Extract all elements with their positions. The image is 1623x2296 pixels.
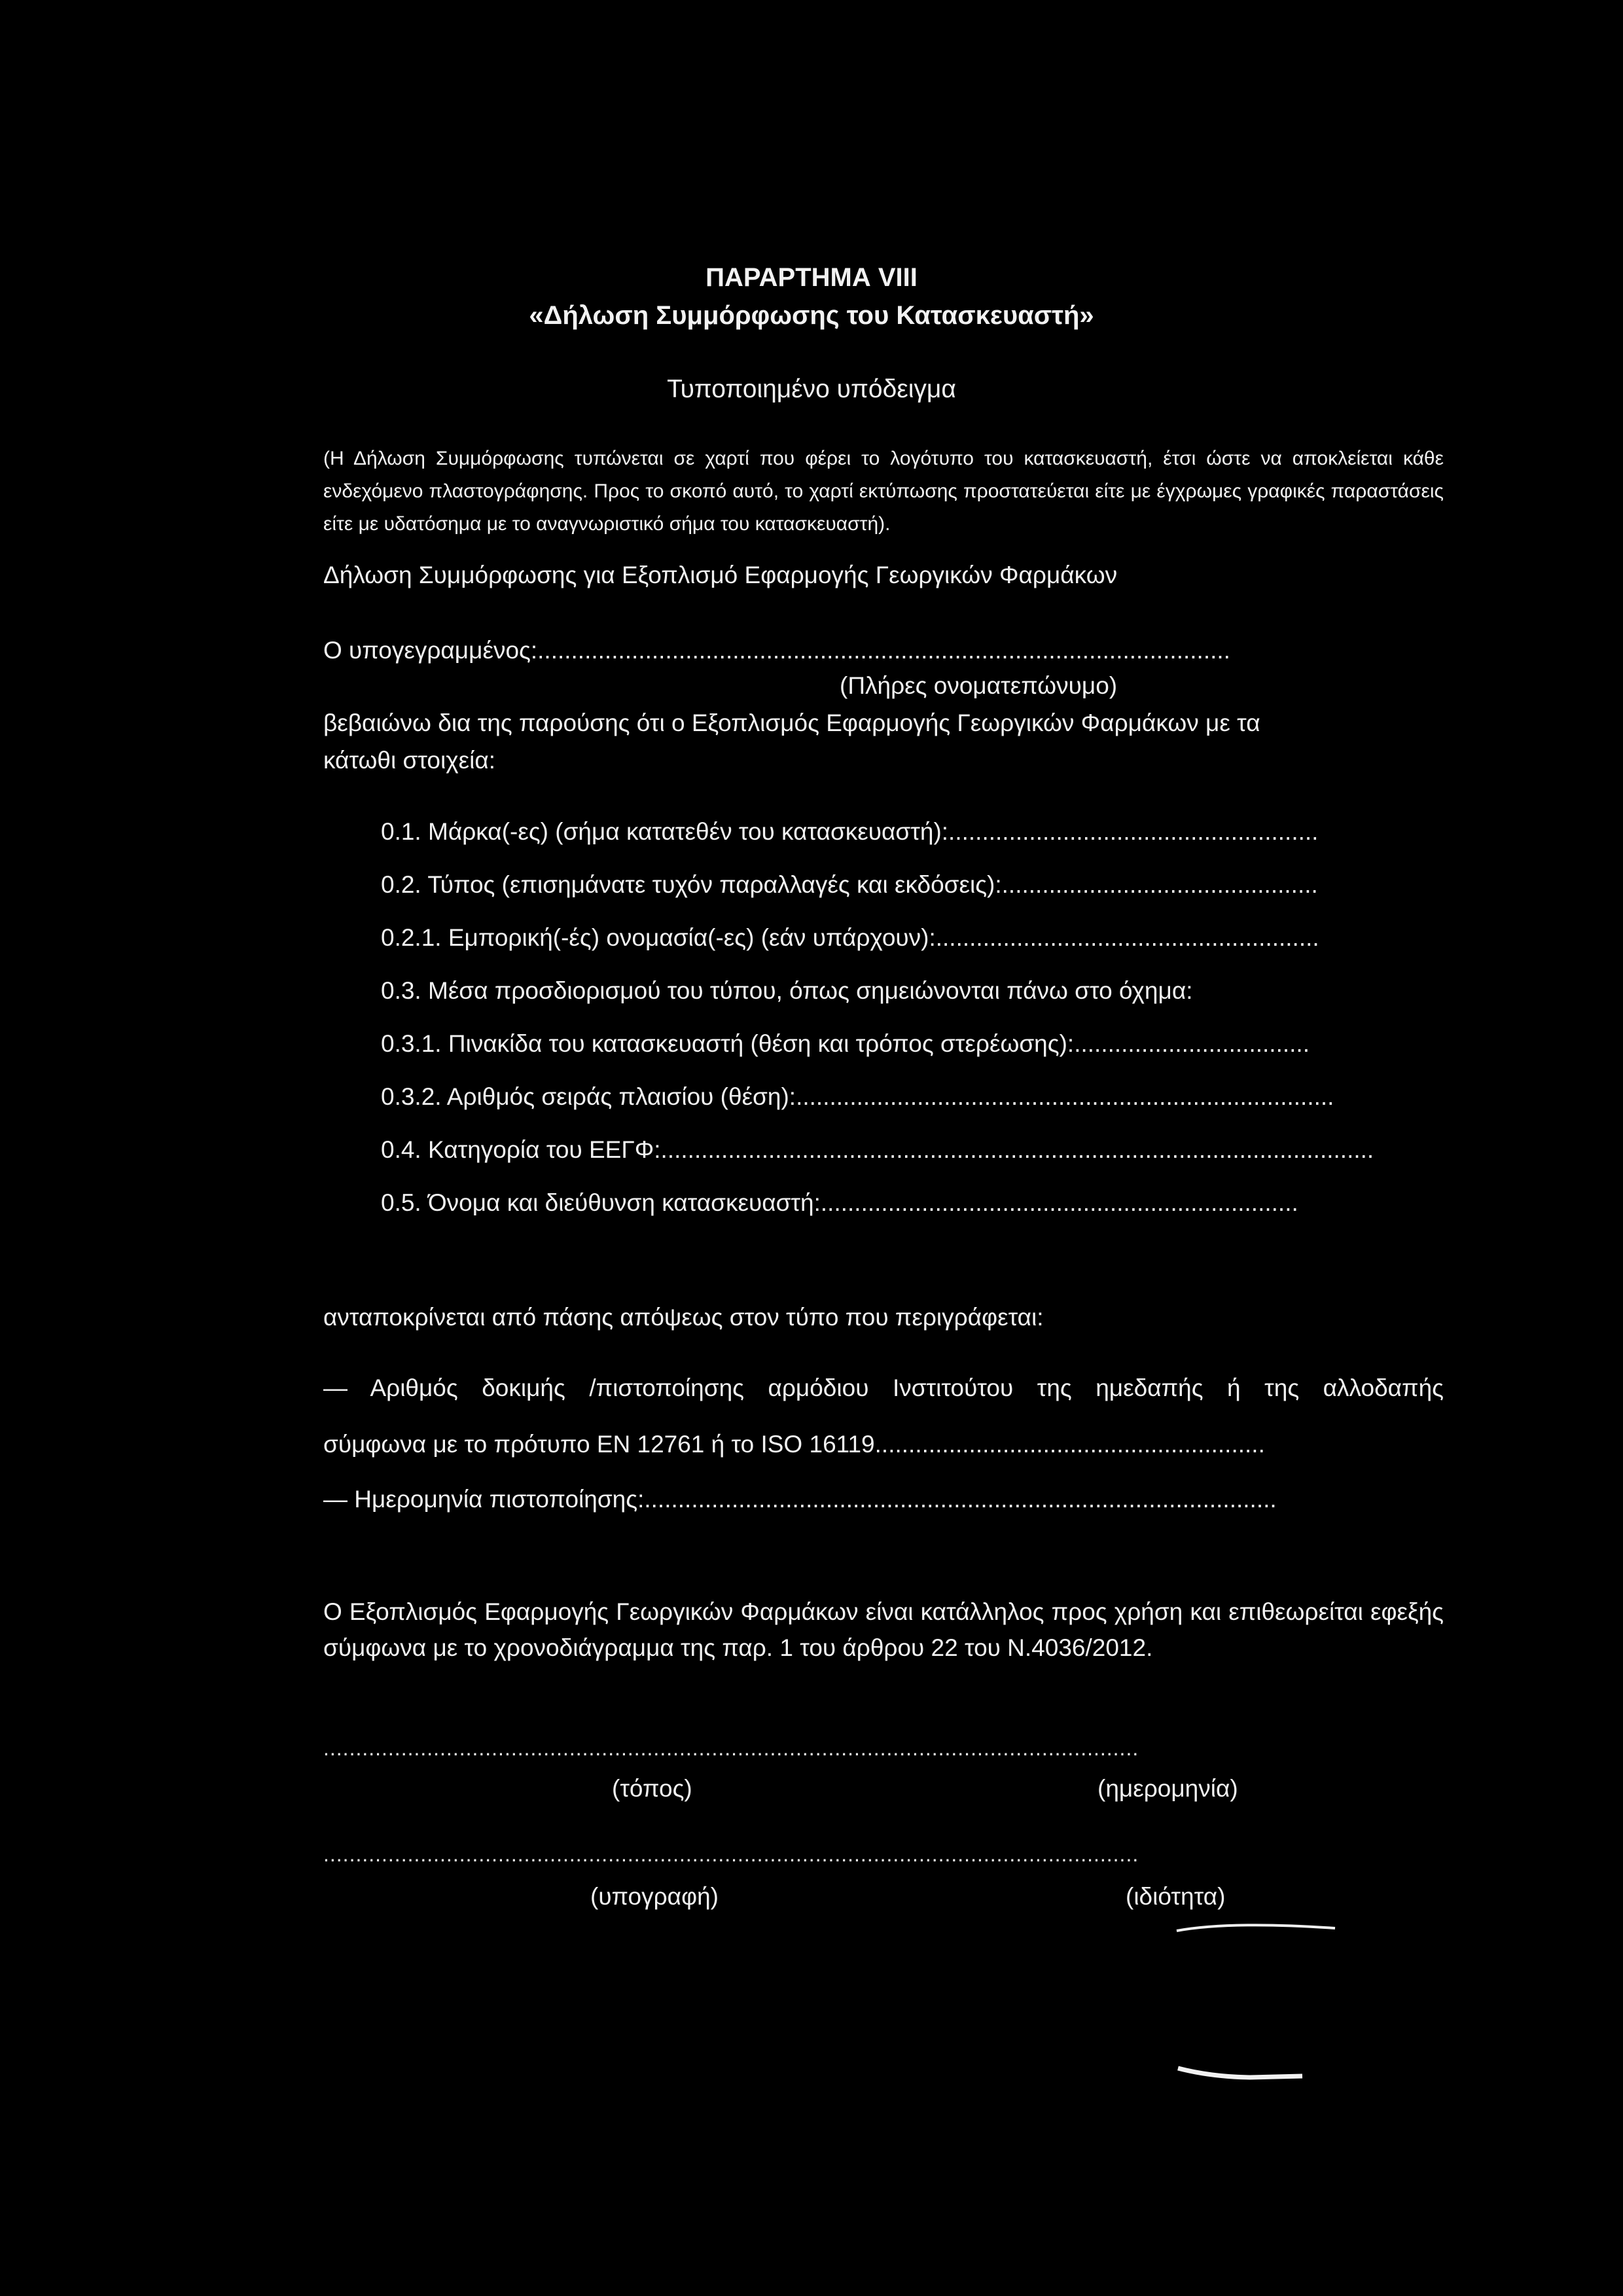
capacity-label: (ιδιότητα): [1126, 1883, 1226, 1910]
printing-note: (Η Δήλωση Συμμόρφωσης τυπώνεται σε χαρτί που φέρει το λογότυπο του κατασκευαστή, έτσι ώστε να αποκλείεται κάθε ενδεχόμενο πλαστογράφησης. Προς το σκοπό αυτό, το χαρτί εκτύπωσης προστατεύεται είτε με έγχρωμες γραφικές παραστάσεις είτε με υδατόσημα με το αναγνωριστικό σήμα του κατασκευαστή).: [323, 448, 1444, 535]
item-category: 0.4. Κατηγορία του ΕΕΓΦ:..........................................................................................................: [381, 1136, 1374, 1163]
signature-dots: ..............................................................................................................................: [323, 1842, 1139, 1866]
item-trade-name: 0.2.1. Εμπορική(-ές) ονομασία(-ες) (εάν υπάρχουν):.........................................................: [381, 924, 1319, 951]
item-brand: 0.1. Μάρκα(-ες) (σήμα κατατεθέν του κατασκευαστή):.......................................................: [381, 818, 1319, 845]
item-type-identification: 0.3. Μέσα προσδιορισμού του τύπου, όπως σημειώνονται πάνω στο όχημα:: [381, 977, 1193, 1004]
place-label: (τόπος): [612, 1775, 692, 1802]
full-name-hint: (Πλήρες ονοματεπώνυμο): [840, 672, 1118, 699]
standard-line: σύμφωνα με το πρότυπο EN 12761 ή το ISO 16119..........................................................: [323, 1431, 1265, 1458]
document-title: «Δήλωση Συμμόρφωσης του Κατασκευαστή»: [529, 301, 1094, 330]
signatory-field: Ο υπογεγραμμένος:.......................................................................................................: [323, 637, 1230, 664]
affirmation-line-1: βεβαιώνω δια της παρούσης ότι ο Εξοπλισμός Εφαρμογής Γεωργικών Φαρμάκων με τα: [323, 709, 1260, 736]
test-number-line: — Αριθμός δοκιμής /πιστοποίησης αρμόδιου Ινστιτούτου της ημεδαπής ή της αλλοδαπής: [323, 1374, 1444, 1401]
signature-label: (υπογραφή): [590, 1883, 719, 1910]
place-date-dots: ..............................................................................................................................: [323, 1736, 1139, 1760]
certification-date-line: — Ημερομηνία πιστοποίησης:..............................................................................................: [323, 1486, 1277, 1513]
fitness-statement: Ο Εξοπλισμός Εφαρμογής Γεωργικών Φαρμάκων είναι κατάλληλος προς χρήση και επιθεωρείται εφεξής σύμφωνα με το χρονοδιάγραμμα της παρ. 1 του άρθρου 22 του Ν.4036/2012.: [323, 1598, 1444, 1661]
item-type: 0.2. Τύπος (επισημάνατε τυχόν παραλλαγές και εκδόσεις):...............................................: [381, 871, 1318, 898]
document-subtitle: Τυποποιημένο υπόδειγμα: [667, 375, 956, 403]
signature-stroke-marks: [1171, 1918, 1342, 2114]
date-label: (ημερομηνία): [1097, 1775, 1238, 1802]
item-manufacturer-plate: 0.3.1. Πινακίδα του κατασκευαστή (θέση και τρόπος στερέωσης):...................................: [381, 1030, 1310, 1057]
conformity-intro: ανταποκρίνεται από πάσης απόψεως στον τύπο που περιγράφεται:: [323, 1304, 1044, 1331]
annex-title: ΠΑΡΑΡΤΗΜΑ VIII: [705, 263, 918, 292]
declaration-heading: Δήλωση Συμμόρφωσης για Εξοπλισμό Εφαρμογής Γεωργικών Φαρμάκων: [323, 562, 1118, 588]
affirmation-line-2: κάτωθι στοιχεία:: [323, 747, 496, 774]
item-manufacturer-address: 0.5. Όνομα και διεύθυνση κατασκευαστή:.......................................................................: [381, 1189, 1298, 1216]
item-chassis-number: 0.3.2. Αριθμός σειράς πλαισίου (θέση):................................................................................: [381, 1083, 1334, 1110]
